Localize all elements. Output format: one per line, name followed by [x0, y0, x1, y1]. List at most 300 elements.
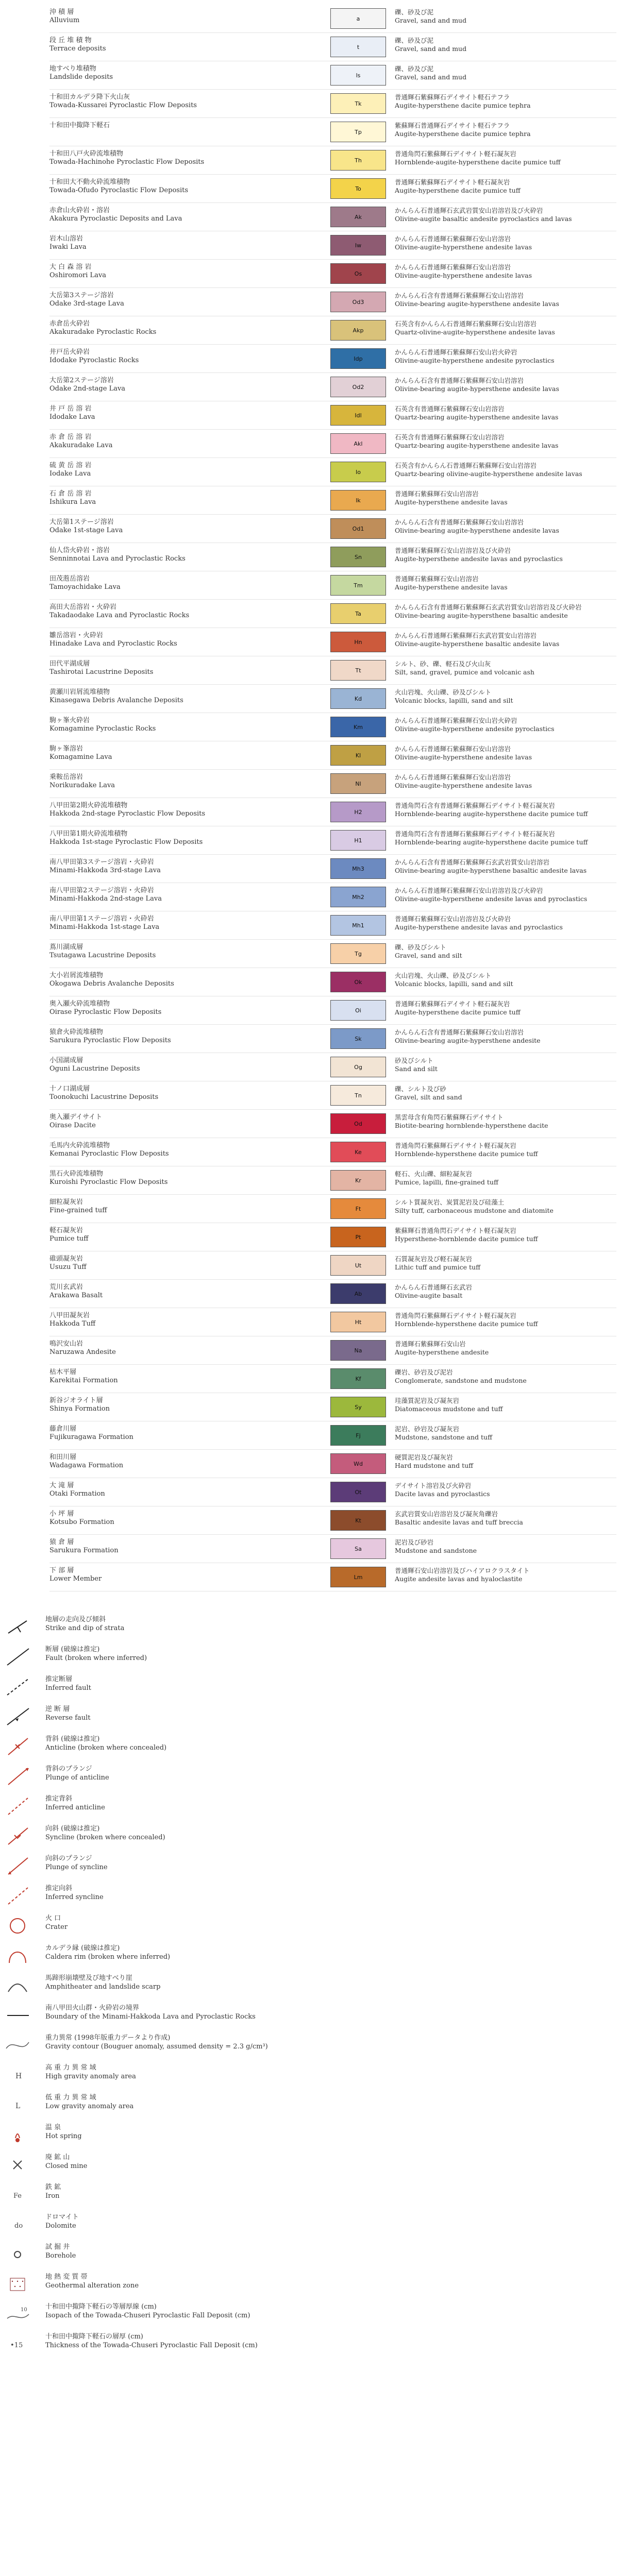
legend-unit-row	[49, 204, 616, 231]
legend-unit-row	[49, 714, 616, 741]
map-symbol-label: 廃 鉱 山 Closed mine	[45, 2154, 88, 2170]
legend-unit-row	[49, 855, 616, 883]
map-symbol-label: 低 重 力 異 常 域 Low gravity anomaly area	[45, 2094, 134, 2110]
legend-unit-row	[49, 1564, 616, 1591]
legend-unit-row	[49, 1054, 616, 1081]
legend-unit-row	[49, 572, 616, 600]
unit-swatch: Idp	[330, 348, 386, 369]
unit-swatch: Idl	[330, 405, 386, 426]
legend-unit-row	[49, 62, 616, 90]
map-symbol-row	[5, 2270, 613, 2299]
unit-lithology: 普通角閃石紫蘇輝石デイサイト軽石凝灰岩 Hornblende-hypersthene dacite pumice tuff	[395, 1312, 538, 1328]
unit-name: 田代平湖成層 Tashirotai Lacustrine Deposits	[49, 660, 154, 676]
map-symbol-label: 温 泉 Hot spring	[45, 2124, 82, 2140]
unit-name: 碓頭凝灰岩 Usuzu Tuff	[49, 1255, 87, 1272]
unit-name: 猿 倉 層 Sarukura Formation	[49, 1538, 119, 1555]
row-divider	[49, 117, 616, 118]
unit-swatch: Tm	[330, 575, 386, 596]
unit-name: 大小岩屑流堆積物 Okogawa Debris Avalanche Deposits	[49, 972, 174, 988]
legend-unit-row	[49, 969, 616, 996]
unit-name: 下 部 層 Lower Member	[49, 1567, 102, 1583]
map-symbol-icon	[5, 2212, 32, 2237]
legend-unit-row	[49, 289, 616, 316]
unit-swatch: Mh3	[330, 858, 386, 879]
map-symbol-icon	[5, 1615, 32, 1639]
legend-unit-row	[49, 940, 616, 968]
unit-swatch: Wd	[330, 1453, 386, 1474]
legend-unit-row	[49, 260, 616, 288]
legend-unit-row	[49, 997, 616, 1025]
unit-name: 軽石凝灰岩 Pumice tuff	[49, 1227, 89, 1243]
unit-lithology: 珪藻質泥岩及び凝灰岩 Diatomaceous mudstone and tuff	[395, 1397, 503, 1413]
unit-lithology: 普通輝石紫蘇輝石デイサイト軽石テフラ Augite-hypersthene dacite pumice tephra	[395, 93, 531, 109]
map-symbol-label: 向斜のプランジ Plunge of syncline	[45, 1855, 108, 1871]
legend-unit-row	[49, 1167, 616, 1195]
row-divider	[49, 1534, 616, 1535]
row-divider	[49, 684, 616, 685]
legend-unit-row	[49, 629, 616, 656]
unit-name: 大 白 森 溶 岩 Oshiromori Lava	[49, 263, 107, 280]
map-symbol-label: 高 重 力 異 常 域 High gravity anomaly area	[45, 2064, 136, 2080]
unit-swatch: a	[330, 8, 386, 29]
legend-unit-row	[49, 430, 616, 458]
unit-lithology: 泥岩及び砂岩 Mudstone and sandstone	[395, 1538, 477, 1554]
legend-unit-row	[49, 1309, 616, 1336]
unit-lithology: 紫蘇輝石普通輝石デイサイト軽石テフラ Augite-hypersthene dacite pumice tephra	[395, 122, 531, 138]
row-divider	[49, 1279, 616, 1280]
row-divider	[49, 89, 616, 90]
unit-swatch: Od3	[330, 292, 386, 312]
unit-name: 新谷ジオライト層 Shinya Formation	[49, 1397, 110, 1413]
map-symbol-row	[5, 1732, 613, 1761]
unit-swatch: Tk	[330, 93, 386, 114]
map-symbol-label: 火 口 Crater	[45, 1914, 68, 1931]
map-symbol-icon	[5, 1794, 32, 1819]
unit-swatch: To	[330, 178, 386, 199]
svg-text:L: L	[15, 2102, 21, 2110]
unit-name: 八甲田第1期火砕流堆積物 Hakkoda 1st-stage Pyroclastic Flow Deposits	[49, 830, 203, 846]
unit-swatch: Kl	[330, 745, 386, 766]
svg-text:H: H	[15, 2072, 22, 2080]
row-divider	[49, 514, 616, 515]
row-divider	[49, 457, 616, 458]
legend-unit-row	[49, 884, 616, 911]
unit-name: 奥入瀬火砕流堆積物 Oirase Pyroclastic Flow Deposits	[49, 1000, 162, 1016]
unit-name: 仙人岱火砕岩・溶岩 Senninnotai Lava and Pyroclastic Rocks	[49, 547, 186, 563]
svg-text:do: do	[14, 2222, 23, 2230]
legend-unit-row	[49, 742, 616, 770]
unit-swatch: Od1	[330, 518, 386, 539]
svg-text:10: 10	[21, 2307, 27, 2313]
legend-unit-row	[49, 232, 616, 260]
map-symbol-icon	[5, 1973, 32, 1998]
unit-name: 八甲田凝灰岩 Hakkoda Tuff	[49, 1312, 96, 1328]
unit-lithology: シルト質凝灰岩、炭質泥岩及び硅藻土 Silty tuff, carbonaceous mudstone and diatomite	[395, 1198, 554, 1214]
unit-lithology: かんらん石含有普通輝石紫蘇輝石安山岩溶岩 Olivine-bearing augite-hypersthene andesite lavas	[395, 292, 559, 308]
unit-lithology: 普通輝石紫蘇輝石安山岩 Augite-hypersthene andesite	[395, 1340, 489, 1356]
unit-name: 硫 黄 岳 溶 岩 Iodake Lava	[49, 462, 92, 478]
map-symbol-label: 鉄 鉱 Iron	[45, 2183, 61, 2200]
unit-name: 赤倉山火砕岩・溶岩 Akakura Pyroclastic Deposits and Lava	[49, 207, 182, 223]
row-divider	[49, 1194, 616, 1195]
unit-swatch: ls	[330, 65, 386, 86]
map-symbol-row	[5, 1941, 613, 1970]
unit-swatch: Sa	[330, 1538, 386, 1559]
unit-lithology: 黒雲母含有角閃石紫蘇輝石デイサイト Biotite-bearing hornblende-hypersthene dacite	[395, 1113, 548, 1129]
map-symbol-icon	[5, 2063, 32, 2088]
unit-name: 和田川層 Wadagawa Formation	[49, 1453, 124, 1470]
legend-unit-row	[49, 374, 616, 401]
unit-lithology: かんらん石普通輝石紫蘇輝石安山岩火砕岩 Olivine-augite-hypersthene andesite pyroclastics	[395, 717, 555, 733]
unit-lithology: 軽石、火山礫、細粒凝灰岩 Pumice, lapilli, fine-grained tuff	[395, 1170, 498, 1186]
unit-lithology: 礫、砂及び泥 Gravel, sand and mud	[395, 65, 467, 81]
legend-unit-row	[49, 345, 616, 373]
unit-lithology: 普通輝石安山岩溶岩及びハイアロクラスタイト Augite andesite lavas and hyaloclastite	[395, 1567, 530, 1583]
unit-lithology: 紫蘇輝石普通角閃石デイサイト軽石凝灰岩 Hypersthene-hornblende dacite pumice tuff	[395, 1227, 538, 1243]
map-symbol-row	[5, 2121, 613, 2149]
unit-name: 十和田八戸火砕流堆積物 Towada-Hachinohe Pyroclastic Flow Deposits	[49, 150, 205, 166]
unit-swatch: Pt	[330, 1227, 386, 1247]
map-symbol-label: 断層 (破線は推定) Fault (broken where inferred)	[45, 1646, 147, 1662]
map-symbol-icon	[5, 2003, 32, 2028]
unit-name: 高田大岳溶岩・火砕岩 Takadaodake Lava and Pyroclastic Rocks	[49, 603, 190, 620]
unit-name: 黄瀬川岩屑流堆積物 Kinasegawa Debris Avalanche Deposits	[49, 688, 183, 705]
map-symbol-row	[5, 2240, 613, 2269]
unit-lithology: かんらん石普通輝石紫蘇輝石安山岩溶岩 Olivine-augite-hypersthene andesite lavas	[395, 773, 532, 789]
map-symbol-label: 十和田中掫降下軽石の層厚 (cm) Thickness of the Towada-Chuseri Pyroclastic Fall Deposit (cm)	[45, 2333, 258, 2349]
unit-swatch: Ta	[330, 603, 386, 624]
unit-name: 駒ヶ峯火砕岩 Komagamine Pyroclastic Rocks	[49, 717, 156, 733]
legend-unit-row	[49, 147, 616, 175]
unit-name: 荒川玄武岩 Arakawa Basalt	[49, 1283, 103, 1300]
map-symbol-icon	[5, 1734, 32, 1759]
unit-swatch: Kt	[330, 1510, 386, 1531]
row-divider	[49, 1024, 616, 1025]
unit-swatch: Io	[330, 462, 386, 482]
unit-lithology: 普通角閃石含有普通輝石紫蘇輝石デイサイト軽石凝灰岩 Hornblende-bearing augite-hypersthene dacite pumice tuff	[395, 830, 588, 846]
map-symbol-label: 南八甲田火山群・火砕岩の境界 Boundary of the Minami-Hakkoda Lava and Pyroclastic Rocks	[45, 2004, 256, 2021]
unit-lithology: かんらん石含有普通輝石紫蘇輝石玄武岩質安山岩溶岩 Olivine-bearing augite-hypersthene basaltic andesite lavas	[395, 858, 587, 874]
map-symbol-icon	[5, 1913, 32, 1938]
unit-lithology: かんらん石普通輝石紫蘇輝石安山岩溶岩 Olivine-augite-hypersthene andesite lavas	[395, 745, 532, 761]
map-symbol-label: 背斜のプランジ Plunge of anticline	[45, 1765, 109, 1782]
unit-swatch: Os	[330, 263, 386, 284]
map-symbol-label: 十和田中掫降下軽石の等層厚線 (cm) Isopach of the Towada-Chuseri Pyroclastic Fall Deposit (cm)	[45, 2303, 250, 2319]
unit-lithology: シルト、砂、礫、軽石及び火山灰 Silt, sand, gravel, pumice and volcanic ash	[395, 660, 534, 676]
unit-lithology: 普通輝石紫蘇輝石デイサイト軽石凝灰岩 Augite-hypersthene dacite pumice tuff	[395, 1000, 521, 1016]
unit-name: 沖 積 層 Alluvium	[49, 8, 80, 25]
map-symbol-icon	[5, 1943, 32, 1968]
unit-lithology: 石英含有普通輝石紫蘇輝石安山岩溶岩 Quartz-bearing augite-hypersthene andesite lavas	[395, 433, 559, 449]
map-symbol-icon	[5, 1854, 32, 1878]
unit-lithology: 普通角閃石紫蘇輝石デイサイト軽石凝灰岩 Hornblende-hypersthene dacite pumice tuff	[395, 1142, 538, 1158]
unit-name: 赤倉岳火砕岩 Akakuradake Pyroclastic Rocks	[49, 320, 157, 336]
legend-unit-row	[49, 657, 616, 685]
unit-name: 南八甲田第3ステージ溶岩・火砕岩 Minami-Hakkoda 3rd-stage Lava	[49, 858, 161, 875]
map-symbol-icon	[5, 1704, 32, 1729]
unit-swatch: Ft	[330, 1198, 386, 1219]
unit-name: 十和田大不動火砕流堆積物 Towada-Ofudo Pyroclastic Flow Deposits	[49, 178, 188, 195]
legend-unit-row	[49, 1195, 616, 1223]
unit-name: 十和田カルデラ降下火山灰 Towada-Kussarei Pyroclastic Flow Deposits	[49, 93, 197, 110]
unit-swatch: Kf	[330, 1368, 386, 1389]
map-symbol-row	[5, 2210, 613, 2239]
unit-name: 岩木山溶岩 Iwaki Lava	[49, 235, 87, 251]
unit-lithology: 普通角閃石含有普通輝石紫蘇輝石デイサイト軽石凝灰岩 Hornblende-bearing augite-hypersthene dacite pumice tuff	[395, 802, 588, 818]
legend-unit-row	[49, 685, 616, 713]
map-symbol-label: 試 掘 井 Borehole	[45, 2243, 76, 2260]
legend-unit-row	[49, 487, 616, 515]
unit-swatch: Ak	[330, 207, 386, 227]
legend-unit-row	[49, 1224, 616, 1251]
unit-swatch: Og	[330, 1057, 386, 1077]
unit-swatch: Ot	[330, 1482, 386, 1502]
unit-name: 南八甲田第1ステージ溶岩・火砕岩 Minami-Hakkoda 1st-stage Lava	[49, 915, 160, 931]
map-symbol-label: 背斜 (破線は推定) Anticline (broken where concealed)	[45, 1735, 167, 1752]
unit-name: 黒石火砕流堆積物 Kuroishi Pyroclastic Flow Deposits	[49, 1170, 168, 1187]
map-symbol-icon	[5, 1884, 32, 1908]
map-symbol-row	[5, 1613, 613, 1641]
unit-lithology: 礫、砂及びシルト Gravel, sand and silt	[395, 943, 462, 959]
row-divider	[49, 287, 616, 288]
unit-name: 鳴沢安山岩 Naruzawa Andesite	[49, 1340, 116, 1357]
unit-name: 枯木平層 Karekitai Formation	[49, 1368, 118, 1385]
unit-name: 十ノ口湖成層 Toonokuchi Lacustrine Deposits	[49, 1085, 159, 1101]
unit-swatch: Km	[330, 717, 386, 737]
unit-lithology: 泥岩、砂岩及び凝灰岩 Mudstone, sandstone and tuff	[395, 1425, 492, 1441]
legend-unit-row	[49, 770, 616, 798]
unit-lithology: かんらん石普通輝石玄武岩質安山岩溶岩及び火砕岩 Olivine-augite basaltic andesite pyroclastics and lavas	[395, 207, 572, 223]
map-symbol-label: 重力異常 (1998年版重力データより作成) Gravity contour (Bouguer anomaly, assumed density = 2.3 g/cm³)	[45, 2034, 268, 2050]
unit-lithology: かんらん石含有普通輝石紫蘇輝石安山岩溶岩 Olivine-bearing augite-hypersthene andesite	[395, 1028, 541, 1044]
unit-swatch: Od2	[330, 377, 386, 397]
map-symbol-label: 地層の走向及び傾斜 Strike and dip of strata	[45, 1616, 125, 1632]
unit-name: 小 坪 層 Kotsubo Formation	[49, 1510, 114, 1527]
svg-text:Fe: Fe	[13, 2192, 22, 2200]
legend-unit-row	[49, 118, 616, 146]
unit-swatch: Mh1	[330, 915, 386, 936]
row-divider	[49, 1449, 616, 1450]
map-symbol-icon	[5, 2153, 32, 2177]
unit-lithology: 砂及びシルト Sand and silt	[395, 1057, 438, 1073]
legend-unit-row	[49, 827, 616, 855]
map-symbol-row	[5, 1672, 613, 1701]
unit-name: 地すべり堆積物 Landslide deposits	[49, 65, 113, 81]
unit-name: 大岳第2ステージ溶岩 Odake 2nd-stage Lava	[49, 377, 126, 393]
unit-name: 猿倉火砕流堆積物 Sarukura Pyroclastic Flow Deposits	[49, 1028, 171, 1045]
unit-swatch: Fj	[330, 1425, 386, 1446]
unit-name: 藤倉川層 Fujikuragawa Formation	[49, 1425, 133, 1442]
legend-unit-row	[49, 799, 616, 826]
unit-name: 井 戸 岳 溶 岩 Idodake Lava	[49, 405, 95, 421]
unit-name: 乗鞍岳溶岩 Norikuradake Lava	[49, 773, 115, 790]
legend-unit-row	[49, 317, 616, 345]
map-symbol-row	[5, 2150, 613, 2179]
unit-swatch: Ke	[330, 1142, 386, 1162]
unit-lithology: かんらん石普通輝石紫蘇輝石安山岩溶岩及び火砕岩 Olivine-augite-hypersthene andesite lavas and pyroclastics	[395, 887, 588, 903]
unit-swatch: Akp	[330, 320, 386, 341]
map-symbol-icon	[5, 2033, 32, 2058]
unit-lithology: 火山岩塊、火山礫、砂及びシルト Volcanic blocks, lapilli, sand and silt	[395, 972, 513, 988]
legend-unit-row	[49, 402, 616, 430]
map-symbol-row	[5, 2031, 613, 2060]
unit-lithology: 普通輝石紫蘇輝石デイサイト軽石凝灰岩 Augite-hypersthene dacite pumice tuff	[395, 178, 521, 194]
unit-swatch: H1	[330, 830, 386, 851]
map-symbol-icon	[5, 2242, 32, 2267]
map-symbol-icon	[5, 2272, 32, 2297]
row-divider	[49, 854, 616, 855]
map-symbol-row	[5, 1911, 613, 1940]
map-symbol-icon	[5, 1674, 32, 1699]
legend-unit-row	[49, 175, 616, 203]
row-divider	[49, 372, 616, 373]
row-divider	[49, 1364, 616, 1365]
row-divider	[49, 599, 616, 600]
unit-lithology: 普通輝石紫蘇輝石安山岩溶岩 Augite-hypersthene andesite lavas	[395, 490, 508, 506]
map-symbol-label: 推定断層 Inferred fault	[45, 1675, 91, 1692]
unit-name: 大 滝 層 Otaki Formation	[49, 1482, 105, 1498]
legend-unit-row	[49, 1422, 616, 1450]
legend-unit-row	[49, 5, 616, 33]
map-symbol-label: 推定背斜 Inferred anticline	[45, 1795, 105, 1811]
row-divider	[49, 32, 616, 33]
map-symbol-row	[5, 1882, 613, 1910]
legend-unit-row	[49, 515, 616, 543]
unit-lithology: 普通輝石紫蘇輝石安山岩溶岩及び火砕岩 Augite-hypersthene andesite lavas and pyroclastics	[395, 915, 563, 931]
unit-lithology: かんらん石含有普通輝石紫蘇輝石玄武岩質安山岩溶岩及び火砕岩 Olivine-bearing augite-hypersthene basaltic andesite	[395, 603, 582, 619]
map-symbol-row	[5, 2300, 613, 2329]
unit-swatch: Th	[330, 150, 386, 171]
unit-lithology: かんらん石普通輝石紫蘇輝石玄武岩質安山岩溶岩 Olivine-augite-hypersthene basaltic andesite lavas	[395, 632, 560, 648]
unit-swatch: Tg	[330, 943, 386, 964]
unit-name: 八甲田第2期火砕流堆積物 Hakkoda 2nd-stage Pyroclastic Flow Deposits	[49, 802, 206, 818]
unit-swatch: Mh2	[330, 887, 386, 907]
unit-name: 段 丘 堆 積 物 Terrace deposits	[49, 37, 106, 53]
map-symbol-label: 地 熱 変 質 帯 Geothermal alteration zone	[45, 2273, 139, 2290]
unit-lithology: 普通角閃石紫蘇輝石デイサイト軽石凝灰岩 Hornblende-augite-hypersthene dacite pumice tuff	[395, 150, 561, 166]
unit-name: 赤 倉 岳 溶 岩 Akakuradake Lava	[49, 433, 113, 450]
unit-lithology: かんらん石普通輝石玄武岩 Olivine-augite basalt	[395, 1283, 473, 1299]
unit-name: 井戸岳火砕岩 Idodake Pyroclastic Rocks	[49, 348, 139, 365]
map-symbol-icon	[5, 2093, 32, 2117]
unit-name: 南八甲田第2ステージ溶岩・火砕岩 Minami-Hakkoda 2nd-stage Lava	[49, 887, 162, 903]
map-symbol-label: カルデラ縁 (破線は推定) Caldera rim (broken where inferred)	[45, 1944, 171, 1961]
unit-lithology: 礫岩、砂岩及び泥岩 Conglomerate, sandstone and mudstone	[395, 1368, 527, 1384]
legend-unit-row	[49, 1535, 616, 1563]
map-symbol-icon	[5, 2123, 32, 2147]
unit-swatch: Na	[330, 1340, 386, 1361]
unit-swatch: Kr	[330, 1170, 386, 1191]
legend-unit-row	[49, 1337, 616, 1365]
map-symbol-row	[5, 1792, 613, 1821]
unit-swatch: Ht	[330, 1312, 386, 1332]
unit-lithology: 普通輝石紫蘇輝石安山岩溶岩及び火砕岩 Augite-hypersthene andesite lavas and pyroclastics	[395, 547, 563, 563]
legend-unit-row	[49, 33, 616, 61]
map-symbol-row	[5, 2330, 613, 2359]
legend-unit-row	[49, 1450, 616, 1478]
row-divider	[49, 259, 616, 260]
map-symbol-icon	[5, 2332, 32, 2357]
unit-lithology: 普通輝石紫蘇輝石安山岩溶岩 Augite-hypersthene andesite lavas	[395, 575, 508, 591]
map-symbol-label: 向斜 (破線は推定) Syncline (broken where concealed)	[45, 1825, 165, 1841]
unit-lithology: かんらん石含有普通輝石紫蘇輝石安山岩溶岩 Olivine-bearing augite-hypersthene andesite lavas	[395, 377, 559, 393]
map-symbol-row	[5, 1642, 613, 1671]
unit-lithology: 石英含有普通輝石紫蘇輝石安山岩溶岩 Quartz-bearing augite-hypersthene andesite lavas	[395, 405, 559, 421]
unit-lithology: かんらん石普通輝石紫蘇輝石安山岩火砕岩 Olivine-augite-hypersthene andesite pyroclastics	[395, 348, 555, 364]
unit-swatch: Ut	[330, 1255, 386, 1276]
unit-name: 大岳第1ステージ溶岩 Odake 1st-stage Lava	[49, 518, 123, 535]
map-symbol-row	[5, 2180, 613, 2209]
unit-lithology: 硬質泥岩及び凝灰岩 Hard mudstone and tuff	[395, 1453, 474, 1469]
svg-text:•15: •15	[10, 2342, 23, 2349]
unit-lithology: かんらん石普通輝石紫蘇輝石安山岩溶岩 Olivine-augite-hypersthene andesite lavas	[395, 263, 532, 279]
legend-unit-row	[49, 1365, 616, 1393]
map-symbol-row	[5, 1971, 613, 2000]
map-symbol-row	[5, 2091, 613, 2120]
unit-swatch: Oi	[330, 1000, 386, 1021]
map-symbol-row	[5, 2001, 613, 2030]
unit-name: 細粒凝灰岩 Fine-grained tuff	[49, 1198, 107, 1215]
legend-unit-row	[49, 1479, 616, 1506]
unit-lithology: 石英含有かんらん石普通輝石紫蘇輝石安山岩溶岩 Quartz-olivine-augite-hypersthene andesite lavas	[395, 320, 555, 336]
map-symbol-label: 推定向斜 Inferred syncline	[45, 1885, 104, 1901]
unit-name: 田茂萢岳溶岩 Tamoyachidake Lava	[49, 575, 121, 591]
map-symbol-row	[5, 1702, 613, 1731]
legend-unit-row	[49, 544, 616, 571]
map-symbol-icon	[5, 1645, 32, 1669]
row-divider	[49, 174, 616, 175]
unit-swatch: Tp	[330, 122, 386, 142]
unit-name: 蔦川湖成層 Tsutagawa Lacustrine Deposits	[49, 943, 156, 960]
map-symbol-icon	[5, 2302, 32, 2327]
unit-swatch: Od	[330, 1113, 386, 1134]
unit-lithology: 礫、砂及び泥 Gravel, sand and mud	[395, 37, 467, 53]
legend-unit-row	[49, 1252, 616, 1280]
unit-swatch: t	[330, 37, 386, 57]
legend-unit-row	[49, 1082, 616, 1110]
unit-lithology: 玄武岩質安山岩溶岩及び凝灰角礫岩 Basaltic andesite lavas and tuff breccia	[395, 1510, 523, 1526]
unit-swatch: Tn	[330, 1085, 386, 1106]
legend-unit-row	[49, 1110, 616, 1138]
map-symbol-label: ドロマイト Dolomite	[45, 2213, 79, 2230]
row-divider	[49, 1109, 616, 1110]
map-symbol-row	[5, 1852, 613, 1880]
unit-swatch: Hn	[330, 632, 386, 652]
unit-name: 雛岳溶岩・火砕岩 Hinadake Lava and Pyroclastic Rocks	[49, 632, 177, 648]
legend-unit-row	[49, 1139, 616, 1166]
unit-swatch: Ok	[330, 972, 386, 992]
unit-lithology: 石英含有かんらん石普通輝石紫蘇輝石安山岩溶岩 Quartz-bearing olivine-augite-hypersthene andesite lavas	[395, 462, 582, 478]
legend-unit-row	[49, 90, 616, 118]
unit-name: 大岳第3ステージ溶岩 Odake 3rd-stage Lava	[49, 292, 124, 308]
unit-lithology: かんらん石含有普通輝石紫蘇輝石安山岩溶岩 Olivine-bearing augite-hypersthene andesite lavas	[395, 518, 559, 534]
map-symbol-label: 逆 断 層 Reverse fault	[45, 1705, 91, 1722]
unit-swatch: Sk	[330, 1028, 386, 1049]
row-divider	[49, 202, 616, 203]
unit-lithology: 礫、シルト及び砂 Gravel, silt and sand	[395, 1085, 462, 1101]
unit-lithology: かんらん石普通輝石紫蘇輝石安山岩溶岩 Olivine-augite-hypersthene andesite lavas	[395, 235, 532, 251]
map-symbol-icon	[5, 1764, 32, 1789]
legend-unit-row	[49, 600, 616, 628]
legend-unit-row	[49, 1025, 616, 1053]
unit-name: 十和田中掫降下軽石	[49, 122, 110, 129]
unit-name: 奥入瀬デイサイト Oirase Dacite	[49, 1113, 103, 1130]
unit-name: 小国湖成層 Oguni Lacustrine Deposits	[49, 1057, 140, 1073]
unit-swatch: Lm	[330, 1567, 386, 1587]
unit-swatch: Iw	[330, 235, 386, 256]
unit-swatch: Ab	[330, 1283, 386, 1304]
map-symbol-row	[5, 2061, 613, 2090]
